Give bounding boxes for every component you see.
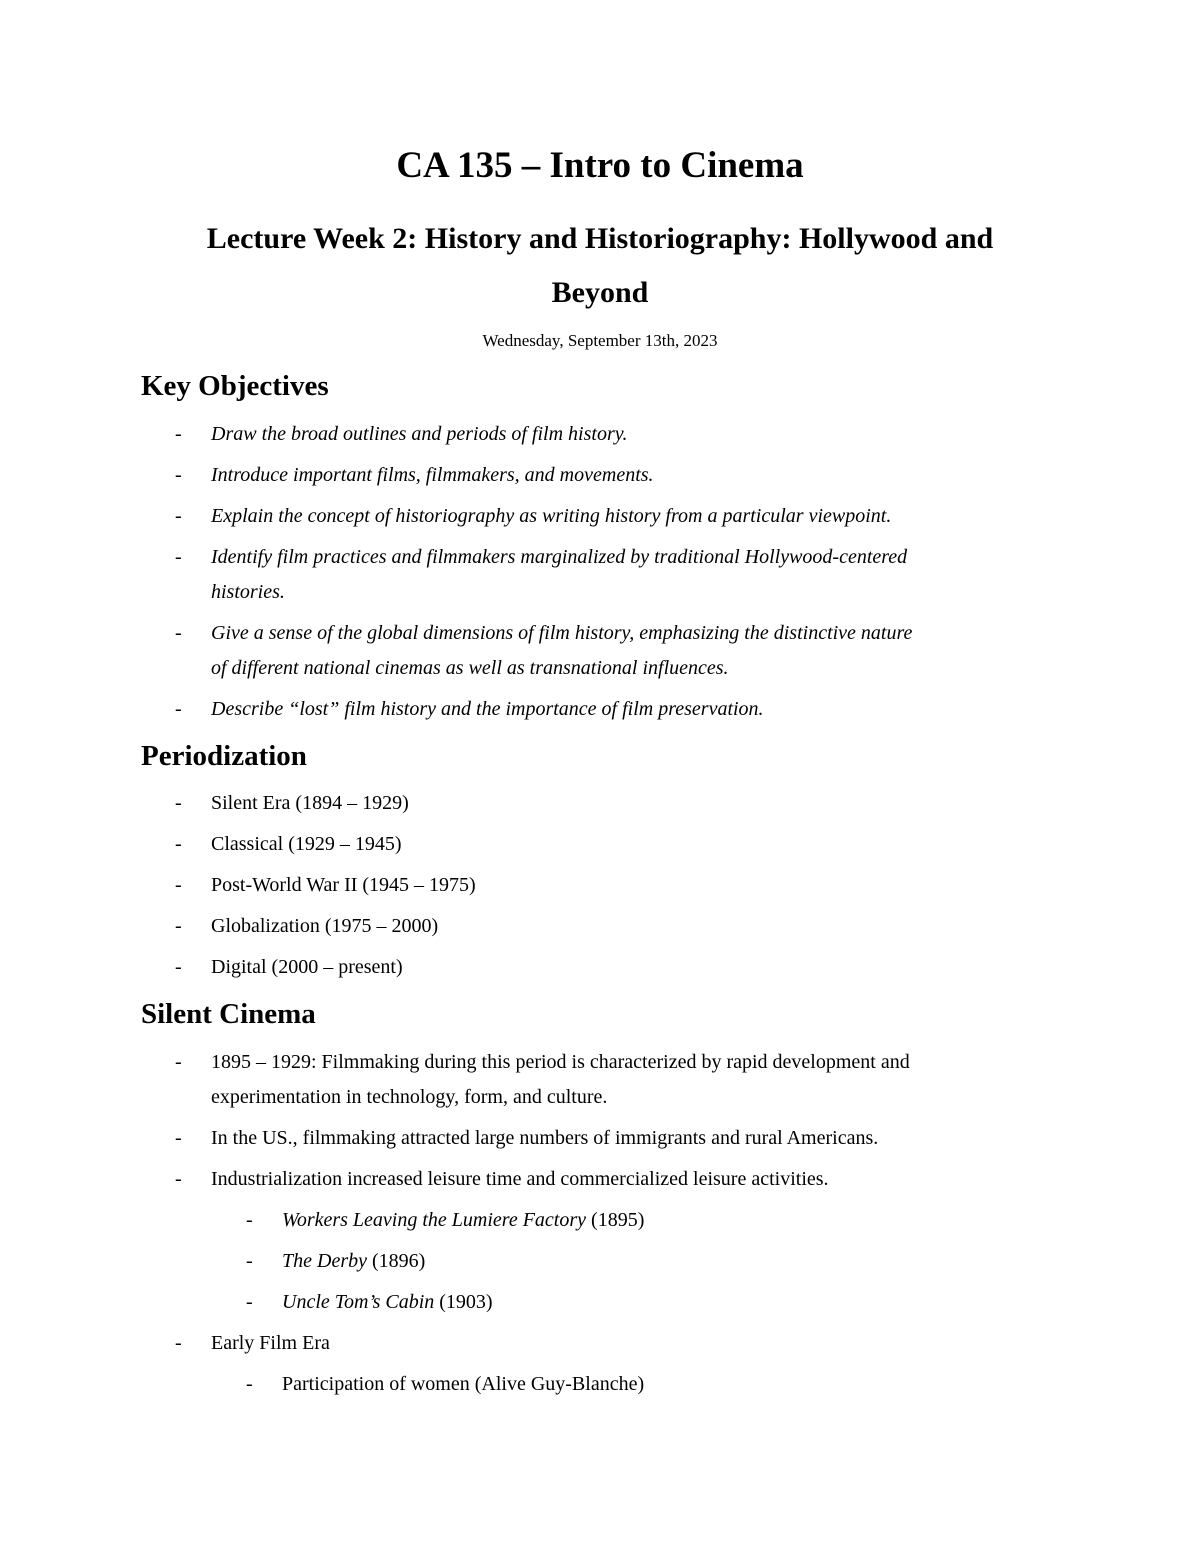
film-year: (1895) xyxy=(586,1209,645,1231)
objective-text-continued: histories. xyxy=(211,581,285,603)
heading-periodization: Periodization xyxy=(141,740,307,772)
bullet-dash: - xyxy=(175,1332,182,1354)
silent-text: In the US., filmmaking attracted large numbers of immigrants and rural Americans. xyxy=(211,1127,879,1149)
objective-text: Describe “lost” film history and the importance of film preservation. xyxy=(211,698,764,720)
period-text: Silent Era (1894 – 1929) xyxy=(211,792,409,814)
bullet-dash: - xyxy=(175,423,182,445)
silent-text: 1895 – 1929: Filmmaking during this period is characterized by rapid development and xyxy=(211,1051,910,1073)
bullet-dash: - xyxy=(175,1051,182,1073)
bullet-dash: - xyxy=(175,1127,182,1149)
subtitle-line-1: Lecture Week 2: History and Historiography: Hollywood and xyxy=(206,222,994,255)
film-entry xyxy=(282,1244,425,1279)
silent-text-continued: experimentation in technology, form, and culture. xyxy=(211,1086,608,1108)
objective-text: Give a sense of the global dimensions of film history, emphasizing the distinctive nature xyxy=(211,622,913,644)
bullet-dash: - xyxy=(175,874,182,896)
bullet-dash: - xyxy=(175,622,182,644)
bullet-dash: - xyxy=(246,1373,253,1395)
film-entry xyxy=(282,1285,493,1320)
bullet-dash: - xyxy=(175,792,182,814)
objective-text: Draw the broad outlines and periods of film history. xyxy=(211,423,628,445)
period-text: Post-World War II (1945 – 1975) xyxy=(211,874,476,896)
bullet-dash: - xyxy=(175,915,182,937)
bullet-dash: - xyxy=(175,505,182,527)
bullet-dash: - xyxy=(175,698,182,720)
silent-text: Early Film Era xyxy=(211,1332,330,1354)
bullet-dash: - xyxy=(175,1168,182,1190)
period-text: Globalization (1975 – 2000) xyxy=(211,915,439,937)
film-entry xyxy=(282,1203,644,1238)
bullet-dash: - xyxy=(175,833,182,855)
film-title: Uncle Tom’s Cabin xyxy=(282,1291,435,1313)
lecture-subtitle xyxy=(150,212,1050,320)
silent-subtext: Participation of women (Alive Guy-Blanche) xyxy=(282,1373,645,1395)
heading-key-objectives: Key Objectives xyxy=(141,370,329,402)
film-title: The Derby xyxy=(282,1250,367,1272)
heading-silent-cinema: Silent Cinema xyxy=(141,998,316,1030)
objective-text: Explain the concept of historiography as writing history from a particular viewpoint. xyxy=(211,505,892,527)
bullet-dash: - xyxy=(175,956,182,978)
bullet-dash: - xyxy=(246,1250,253,1272)
objective-text: Identify film practices and filmmakers marginalized by traditional Hollywood-centered xyxy=(211,546,908,568)
period-text: Digital (2000 – present) xyxy=(211,956,403,978)
bullet-dash: - xyxy=(175,464,182,486)
film-year: (1896) xyxy=(366,1250,426,1272)
silent-text: Industrialization increased leisure time and commercialized leisure activities. xyxy=(211,1168,829,1190)
objective-text-continued: of different national cinemas as well as transnational influences. xyxy=(211,657,729,679)
bullet-dash: - xyxy=(246,1291,253,1313)
lecture-date: Wednesday, September 13th, 2023 xyxy=(482,331,718,350)
bullet-dash: - xyxy=(246,1209,253,1231)
subtitle-line-2: Beyond xyxy=(551,276,649,309)
objective-text: Introduce important films, filmmakers, and movements. xyxy=(211,464,654,486)
film-year: (1903) xyxy=(434,1291,493,1313)
bullet-dash: - xyxy=(175,546,182,568)
document-title: CA 135 – Intro to Cinema xyxy=(396,145,804,186)
period-text: Classical (1929 – 1945) xyxy=(211,833,402,855)
film-title: Workers Leaving the Lumiere Factory xyxy=(282,1209,587,1231)
